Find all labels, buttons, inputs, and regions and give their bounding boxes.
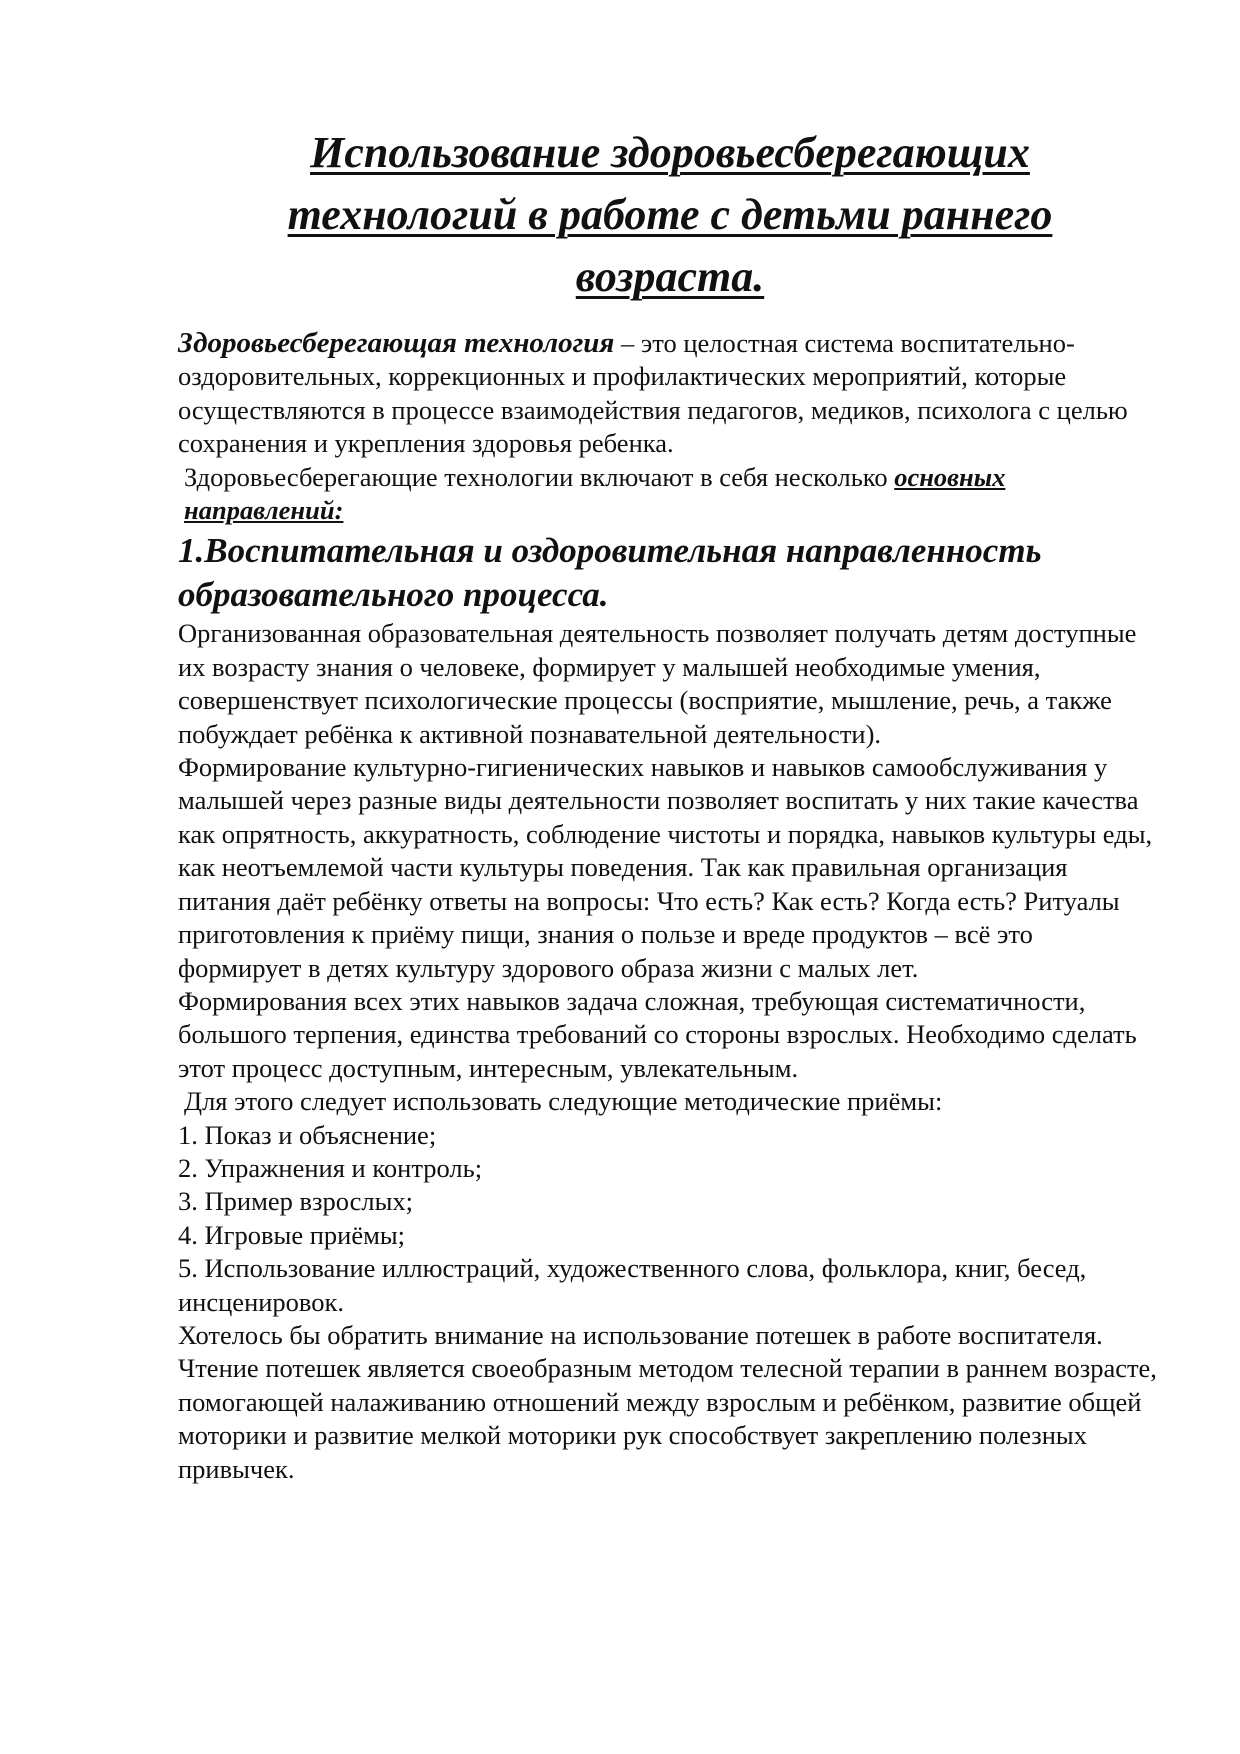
section-1-paragraph-4: Хотелось бы обратить внимание на использование потешек в работе воспитателя. Чтение потешек является своеобразным методом телесной терапии в раннем возрасте, помогающей налаживанию отношений между взрослым и ребёнком, развитие общей моторики и развитие мелкой моторики рук способствует закреплению полезных привычек. bbox=[178, 1319, 1157, 1484]
section-1-paragraph-1: Организованная образовательная деятельность позволяет получать детям доступные их возрасту знания о человеке, формирует у малышей необходимые умения, совершенствует психологические процессы (восприятие, мышление, речь, а также побуждает ребёнка к активной познавательной деятельности). bbox=[178, 618, 1137, 749]
document-body bbox=[178, 327, 1158, 1486]
list-item: 5. Использование иллюстраций, художественного слова, фольклора, книг, бесед, инсценировок. bbox=[178, 1253, 1087, 1317]
definition-text: – это целостная система воспитательно-оздоровительных, коррекционных и профилактических мероприятий, которые осуществляются в процессе взаимодействия педагогов, медиков, психолога с целью сохранения и укрепления здоровья ребенка. bbox=[178, 328, 1128, 459]
directions-intro-paragraph bbox=[178, 461, 1158, 528]
list-item: 1. Показ и объяснение; bbox=[178, 1119, 437, 1150]
directions-emphasis: основных направлений: bbox=[184, 461, 1006, 526]
list-item: 4. Игровые приёмы; bbox=[178, 1219, 406, 1250]
document-title: Использование здоровьесберегающих технологий в работе с детьми раннего возраста. bbox=[287, 128, 1053, 301]
methods-intro: Для этого следует использовать следующие методические приёмы: bbox=[184, 1086, 943, 1117]
methods-list bbox=[178, 1119, 1158, 1319]
definition-paragraph bbox=[178, 327, 1158, 461]
section-1-heading: 1.Воспитательная и оздоровительная направленность образовательного процесса. bbox=[178, 531, 1042, 615]
definition-term: Здоровьесберегающая технология bbox=[178, 327, 615, 359]
list-item: 2. Упражнения и контроль; bbox=[178, 1152, 483, 1183]
section-1-paragraph-3: Формирования всех этих навыков задача сложная, требующая систематичности, большого терпения, единства требований со стороны взрослых. Необходимо сделать этот процесс доступным, интересным, увлекательным. bbox=[178, 985, 1137, 1083]
directions-intro-text: Здоровьесберегающие технологии включают в себя несколько bbox=[184, 461, 895, 492]
section-1-paragraph-2: Формирование культурно-гигиенических навыков и навыков самообслуживания у малышей через разные виды деятельности позволяет воспитать у них такие качества как опрятность, аккуратность, соблюдение чистоты и порядка, навыков культуры еды, как неотъемлемой части культуры поведения. Так как правильная организация питания даёт ребёнку ответы на вопросы: Что есть? Как есть? Когда есть? Ритуалы приготовления к приёму пищи, знания о пользе и вреде продуктов – всё это формирует в детях культуру здорового образа жизни с малых лет. bbox=[178, 752, 1153, 983]
list-item: 3. Пример взрослых; bbox=[178, 1186, 414, 1217]
